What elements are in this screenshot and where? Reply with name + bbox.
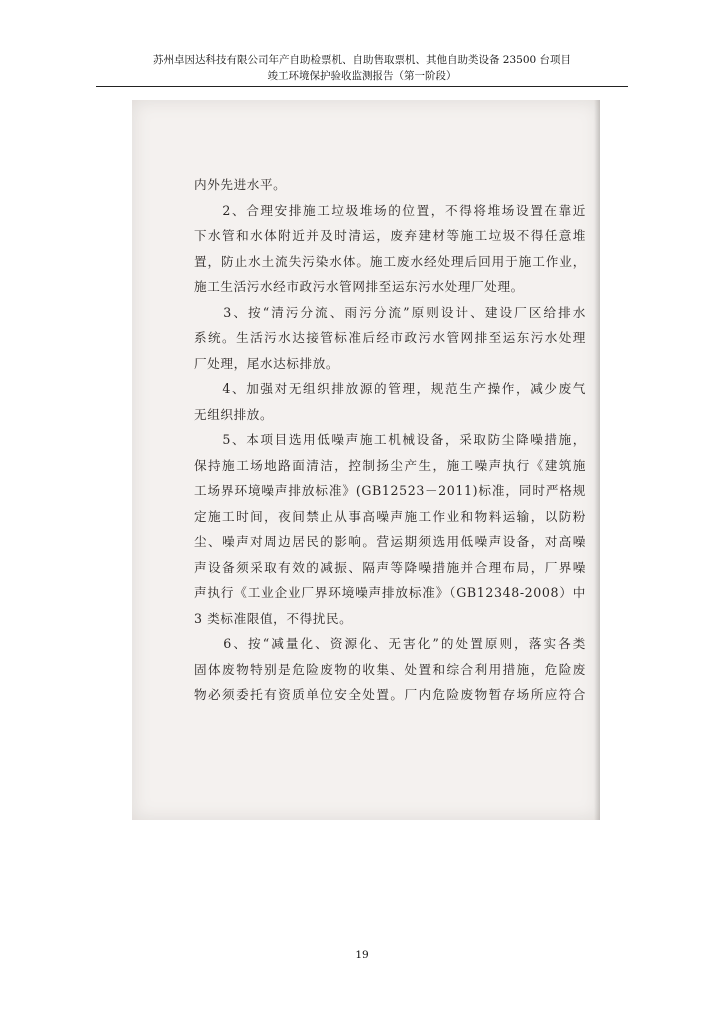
header-line-2: 竣工环境保护验收监测报告（第一阶段） [267, 70, 457, 82]
body-line: 5、本项目选用低噪声施工机械设备，采取防尘降噪措施， [194, 432, 586, 447]
body-line: 4、加强对无组织排放源的管理，规范生产操作，减少废气 [194, 381, 586, 396]
body-line: 尘、噪声对周边居民的影响。营运期须选用低噪声设备，对高噪 [194, 534, 586, 549]
body-line: 内外先进水平。 [194, 177, 287, 192]
scan-edge-shadow [594, 100, 600, 820]
scanned-page [132, 100, 600, 820]
body-line: 工场界环境噪声排放标准》(GB12523－2011)标准，同时严格规 [194, 483, 586, 498]
body-line: 下水管和水体附近并及时清运，废弃建材等施工垃圾不得任意堆 [194, 228, 586, 243]
body-line: 置，防止水土流失污染水体。施工废水经处理后回用于施工作业， [194, 253, 586, 269]
body-line: 保持施工场地路面清洁，控制扬尘产生，施工噪声执行《建筑施 [194, 457, 586, 473]
body-line: 3、按“清污分流、雨污分流”原则设计、建设厂区给排水 [194, 304, 586, 320]
body-line: 定施工时间，夜间禁止从事高噪声施工作业和物料运输，以防粉 [194, 508, 586, 524]
body-line: 无组织排放。 [194, 406, 274, 422]
body-line: 厂处理，尾水达标排放。 [194, 355, 340, 371]
document-header [0, 52, 724, 84]
body-line: 声执行《工业企业厂界环境噪声排放标准》（GB12348-2008）中 [194, 585, 586, 600]
header-rule [96, 86, 628, 87]
header-line-1: 苏州卓因达科技有限公司年产自助检票机、自助售取票机、其他自助类设备 23500 台项目 [152, 54, 572, 66]
body-line: 声设备须采取有效的减振、隔声等降噪措施并合理布局，厂界噪 [194, 559, 586, 575]
body-line: 系统。生活污水达接管标准后经市政污水管网排至运东污水处理 [194, 330, 586, 345]
page-number: 19 [355, 949, 369, 961]
body-line: 2、合理安排施工垃圾堆场的位置，不得将堆场设置在靠近 [194, 202, 586, 218]
body-line: 6、按“减量化、资源化、无害化”的处置原则，落实各类 [194, 636, 586, 651]
body-line: 物必须委托有资质单位安全处置。厂内危险废物暂存场所应符合 [194, 687, 586, 702]
scanned-body-text [194, 172, 586, 708]
body-line: 固体废物特别是危险废物的收集、处置和综合利用措施，危险废 [194, 661, 586, 677]
body-line: 3 类标准限值，不得扰民。 [194, 610, 353, 626]
body-line: 施工生活污水经市政污水管网排至运东污水处理厂处理。 [194, 279, 524, 294]
